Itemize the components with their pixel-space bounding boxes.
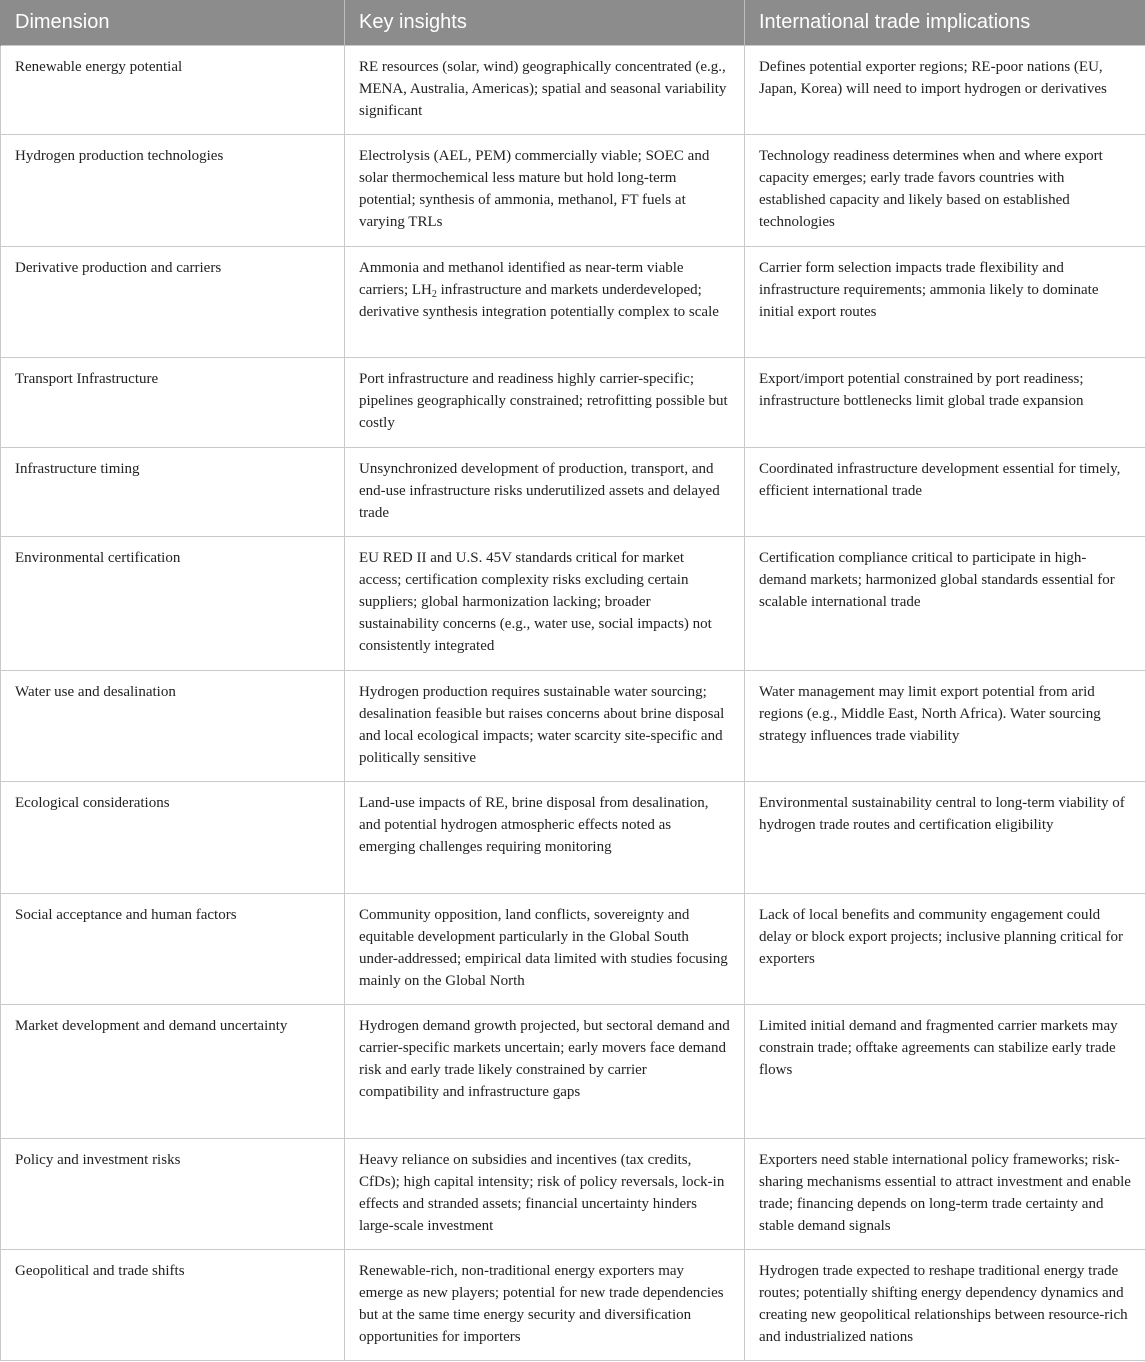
table-row (1, 1004, 1145, 1138)
insights-text: Ammonia and methanol identified as near-term viable carriers; LH (359, 259, 684, 298)
cell-implications: Carrier form selection impacts trade flexibility and infrastructure requirements; ammonia likely to dominate initial export routes (745, 246, 1145, 357)
table-row (1, 670, 1145, 781)
cell-insights: Hydrogen production requires sustainable water sourcing; desalination feasible but raises concerns about brine disposal and local ecological impacts; water scarcity site-specific and politically sensitive (345, 670, 745, 781)
cell-insights: Land-use impacts of RE, brine disposal from desalination, and potential hydrogen atmospheric effects noted as emerging challenges requiring monitoring (345, 781, 745, 893)
cell-insights: Electrolysis (AEL, PEM) commercially viable; SOEC and solar thermochemical less mature but hold long-term potential; synthesis of ammonia, methanol, FT fuels at varying TRLs (345, 134, 745, 246)
cell-insights: Port infrastructure and readiness highly carrier-specific; pipelines geographically constrained; retrofitting possible but costly (345, 357, 745, 447)
table-row (1, 536, 1145, 670)
cell-implications: Exporters need stable international policy frameworks; risk-sharing mechanisms essential to attract investment and enable trade; financing depends on long-term trade certainty and stable demand signals (745, 1138, 1145, 1249)
cell-dimension: Derivative production and carriers (1, 246, 345, 357)
cell-dimension: Policy and investment risks (1, 1138, 345, 1249)
cell-implications: Defines potential exporter regions; RE-poor nations (EU, Japan, Korea) will need to import hydrogen or derivatives (745, 45, 1145, 134)
cell-insights (345, 246, 745, 357)
table-header-row (1, 0, 1145, 45)
header-key-insights: Key insights (345, 0, 745, 45)
table-row (1, 246, 1145, 357)
cell-insights: EU RED II and U.S. 45V standards critical for market access; certification complexity risks excluding certain suppliers; global harmonization lacking; broader sustainability concerns (e.g., water use, social impacts) not consistently integrated (345, 536, 745, 670)
table-row (1, 893, 1145, 1004)
cell-implications: Technology readiness determines when and where export capacity emerges; early trade favors countries with established capacity and likely based on established technologies (745, 134, 1145, 246)
table-row (1, 447, 1145, 536)
cell-dimension: Geopolitical and trade shifts (1, 1249, 345, 1360)
table-row (1, 357, 1145, 447)
cell-implications: Water management may limit export potential from arid regions (e.g., Middle East, North Africa). Water sourcing strategy influences trade viability (745, 670, 1145, 781)
cell-insights: RE resources (solar, wind) geographically concentrated (e.g., MENA, Australia, Americas); spatial and seasonal variability significant (345, 45, 745, 134)
cell-insights: Unsynchronized development of production, transport, and end-use infrastructure risks underutilized assets and delayed trade (345, 447, 745, 536)
cell-implications: Limited initial demand and fragmented carrier markets may constrain trade; offtake agreements can stabilize early trade flows (745, 1004, 1145, 1138)
cell-insights: Hydrogen demand growth projected, but sectoral demand and carrier-specific markets uncertain; early movers face demand risk and early trade likely constrained by carrier compatibility and infrastructure gaps (345, 1004, 745, 1138)
header-trade-implications: International trade implications (745, 0, 1145, 45)
table-row (1, 1138, 1145, 1249)
cell-insights: Heavy reliance on subsidies and incentives (tax credits, CfDs); high capital intensity; risk of policy reversals, lock-in effects and stranded assets; financial uncertainty hinders large-scale investment (345, 1138, 745, 1249)
cell-dimension: Transport Infrastructure (1, 357, 345, 447)
cell-implications: Hydrogen trade expected to reshape traditional energy trade routes; potentially shifting energy dependency dynamics and creating new geopolitical relationships between resource-rich and industrialized nations (745, 1249, 1145, 1360)
header-dimension: Dimension (1, 0, 345, 45)
cell-dimension: Hydrogen production technologies (1, 134, 345, 246)
cell-implications: Lack of local benefits and community engagement could delay or block export projects; inclusive planning critical for exporters (745, 893, 1145, 1004)
cell-dimension: Infrastructure timing (1, 447, 345, 536)
table-row (1, 781, 1145, 893)
table-row (1, 134, 1145, 246)
cell-dimension: Renewable energy potential (1, 45, 345, 134)
subscript-2: 2 (431, 288, 437, 300)
table-row (1, 45, 1145, 134)
insights-text: infrastructure and markets underdeveloped; derivative synthesis integration potentially complex to scale (359, 281, 719, 320)
cell-implications: Coordinated infrastructure development essential for timely, efficient international trade (745, 447, 1145, 536)
cell-implications: Export/import potential constrained by port readiness; infrastructure bottlenecks limit global trade expansion (745, 357, 1145, 447)
cell-implications: Certification compliance critical to participate in high-demand markets; harmonized global standards essential for scalable international trade (745, 536, 1145, 670)
cell-dimension: Market development and demand uncertainty (1, 1004, 345, 1138)
cell-dimension: Ecological considerations (1, 781, 345, 893)
cell-insights: Community opposition, land conflicts, sovereignty and equitable development particularly in the Global South under-addressed; empirical data limited with studies focusing mainly on the Global North (345, 893, 745, 1004)
cell-implications: Environmental sustainability central to long-term viability of hydrogen trade routes and certification eligibility (745, 781, 1145, 893)
cell-dimension: Social acceptance and human factors (1, 893, 345, 1004)
cell-dimension: Environmental certification (1, 536, 345, 670)
cell-insights: Renewable-rich, non-traditional energy exporters may emerge as new players; potential for new trade dependencies but at the same time energy security and diversification opportunities for importers (345, 1249, 745, 1360)
cell-dimension: Water use and desalination (1, 670, 345, 781)
table-row (1, 1249, 1145, 1360)
